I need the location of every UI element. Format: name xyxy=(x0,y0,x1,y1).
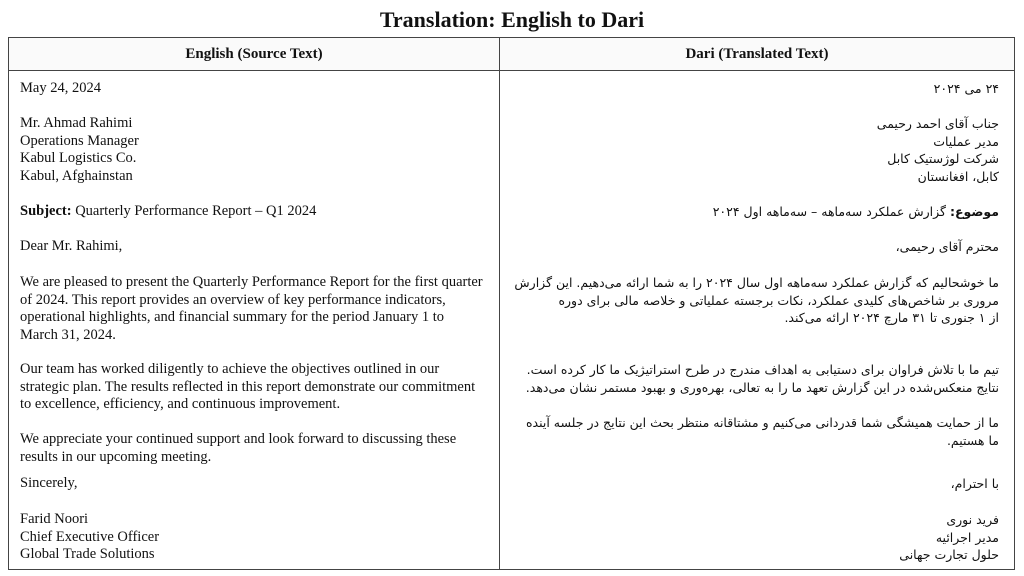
english-date-block xyxy=(20,80,490,98)
dari-closing: با احترام، xyxy=(950,476,999,491)
english-paragraph-line: Our team has worked diligently to achieve the objectives outlined in our xyxy=(20,361,440,377)
english-closing-block xyxy=(20,475,490,493)
dari-subject-label: موضوع: xyxy=(949,204,999,219)
english-column xyxy=(20,71,490,569)
dari-paragraph-line: از ۱ جنوری تا ۳۱ مارچ ۲۰۲۴ ارائه می‌کند. xyxy=(784,310,999,325)
english-signature-line: Farid Noori xyxy=(20,511,89,527)
column-divider xyxy=(499,38,500,569)
dari-recipient-block xyxy=(509,115,999,185)
dari-paragraph-line: ما خوشحالیم که گزارش عملکرد سه‌ماهه اول سال ۲۰۲۴ را به شما ارائه می‌دهیم. این گزارش xyxy=(514,275,999,290)
dari-signature-line: حلول تجارت جهانی xyxy=(899,547,999,562)
page-title: Translation: English to Dari xyxy=(379,7,645,32)
english-signature-block xyxy=(20,511,490,564)
dari-column-header: Dari (Translated Text) xyxy=(685,46,829,62)
dari-salutation-block xyxy=(509,238,999,256)
table-header-row xyxy=(9,38,1014,71)
dari-paragraph-line: ما از حمایت همیشگی شما قدردانی می‌کنیم و مشتاقانه منتظر بحث این نتایج در جلسه آینده xyxy=(525,415,999,430)
dari-paragraph-1 xyxy=(509,274,999,327)
english-subject-text: Quarterly Performance Report – Q1 2024 xyxy=(75,203,317,219)
dari-paragraph-line: تیم ما با تلاش فراوان برای دستیابی به اهداف مندرج در طرح استراتیژیک ما کار کرده است. xyxy=(526,362,999,377)
dari-paragraph-line: ما هستیم. xyxy=(946,432,999,448)
english-paragraph-3 xyxy=(20,431,490,466)
english-salutation: Dear Mr. Rahimi, xyxy=(20,238,123,254)
english-paragraph-2 xyxy=(20,361,490,414)
english-paragraph-line: March 31, 2024. xyxy=(20,326,116,343)
english-column-header: English (Source Text) xyxy=(185,46,323,62)
dari-paragraph-3 xyxy=(509,414,999,449)
dari-paragraph-2 xyxy=(509,361,999,396)
dari-subject-block xyxy=(509,203,999,221)
english-recipient-block xyxy=(20,115,490,185)
english-paragraph-line: We appreciate your continued support and look forward to discussing these xyxy=(20,431,457,447)
dari-paragraph-line: مروری بر شاخص‌های کلیدی عملکرد، نکات برجسته عملیاتی و خلاصه مالی برای دوره xyxy=(558,292,999,308)
translation-table xyxy=(8,37,1015,570)
english-paragraph-line: of 2024. This report provides an overview of key performance indicators, xyxy=(20,291,446,308)
dari-closing-block xyxy=(509,475,999,493)
english-date: May 24, 2024 xyxy=(20,80,101,96)
english-recipient-line: Kabul Logistics Co. xyxy=(20,150,137,166)
english-paragraph-line: strategic plan. The results reflected in this report demonstrate our commitment xyxy=(20,378,476,395)
english-signature-line: Global Trade Solutions xyxy=(20,546,155,562)
dari-date-block xyxy=(509,80,999,98)
dari-salutation: محترم آقای رحیمی، xyxy=(895,239,999,254)
dari-recipient-line: مدیر عملیات xyxy=(933,133,999,149)
english-recipient-line: Mr. Ahmad Rahimi xyxy=(20,115,133,131)
english-paragraph-line: operational highlights, and financial summary for the period January 1 to xyxy=(20,309,445,325)
english-paragraph-line: We are pleased to present the Quarterly Performance Report for the first quarter xyxy=(20,274,483,290)
dari-recipient-line: جناب آقای احمد رحیمی xyxy=(876,116,999,131)
english-closing: Sincerely, xyxy=(20,475,78,491)
english-paragraph-line: to excellence, efficiency, and continuous improvement. xyxy=(20,396,341,412)
english-recipient-line: Operations Manager xyxy=(20,132,139,149)
dari-column xyxy=(509,71,999,569)
english-subject-label: Subject: xyxy=(20,203,72,219)
english-paragraph-line: results in our upcoming meeting. xyxy=(20,448,212,465)
dari-signature-block xyxy=(509,511,999,564)
dari-paragraph-line: نتایج منعکس‌شده در این گزارش تعهد ما را به تعالی، بهره‌وری و بهبود مستمر نشان می‌دهد. xyxy=(525,379,999,395)
english-signature-line: Chief Executive Officer xyxy=(20,528,160,545)
dari-subject-text: گزارش عملکرد سه‌ماهه – سه‌ماهه اول ۲۰۲۴ xyxy=(712,204,946,219)
english-recipient-line: Kabul, Afghainstan xyxy=(20,167,133,184)
dari-signature-line: فرید نوری xyxy=(946,512,999,527)
english-salutation-block xyxy=(20,238,490,256)
english-paragraph-1 xyxy=(20,274,490,344)
dari-recipient-line: شرکت لوژستیک کابل xyxy=(887,151,999,166)
dari-signature-line: مدیر اجرائیه xyxy=(935,529,999,545)
dari-date: ۲۴ می ۲۰۲۴ xyxy=(933,81,999,96)
english-subject-block xyxy=(20,203,490,221)
dari-recipient-line: کابل، افغانستان xyxy=(917,168,999,184)
